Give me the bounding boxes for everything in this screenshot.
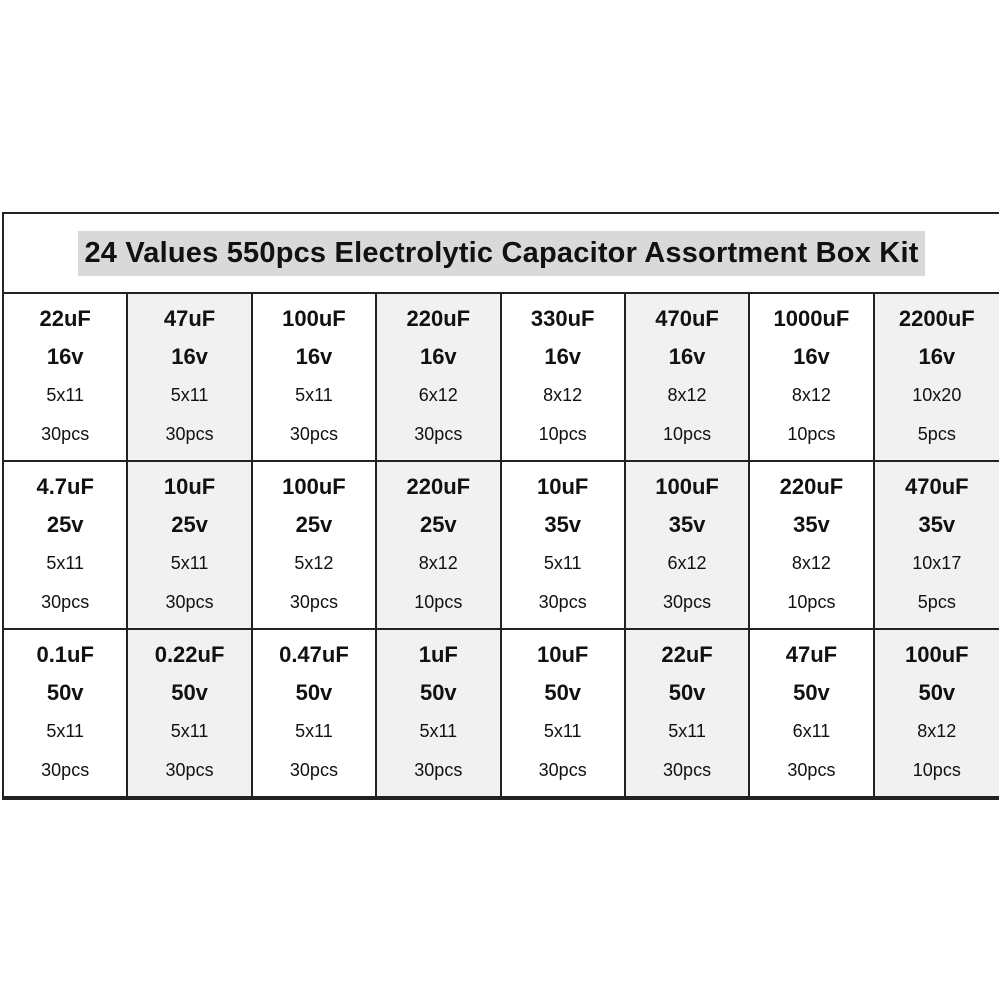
capacitor-cell bbox=[253, 294, 377, 462]
capacitance: 220uF bbox=[406, 306, 471, 331]
capacitance: 0.22uF bbox=[154, 642, 225, 667]
voltage: 16v bbox=[419, 344, 457, 369]
voltage: 25v bbox=[171, 512, 208, 537]
capacitor-cell bbox=[875, 630, 999, 798]
capacitance: 47uF bbox=[785, 642, 838, 667]
quantity: 10pcs bbox=[787, 592, 836, 612]
capacitance: 330uF bbox=[530, 306, 595, 331]
dimensions: 6x12 bbox=[418, 385, 458, 405]
voltage: 50v bbox=[295, 680, 333, 705]
quantity: 30pcs bbox=[663, 592, 712, 612]
capacitance: 4.7uF bbox=[36, 474, 94, 499]
dimensions: 5x11 bbox=[46, 721, 85, 741]
capacitor-cell bbox=[502, 630, 626, 798]
quantity: 30pcs bbox=[41, 760, 90, 780]
capacitor-cell bbox=[626, 630, 750, 798]
capacitor-cell bbox=[377, 630, 501, 798]
capacitance: 100uF bbox=[282, 474, 346, 499]
capacitor-cell bbox=[253, 630, 377, 798]
dimensions: 5x11 bbox=[295, 721, 333, 741]
voltage: 50v bbox=[419, 680, 457, 705]
capacitor-cell bbox=[502, 462, 626, 630]
capacitance: 1uF bbox=[418, 642, 458, 667]
capacitor-cell bbox=[750, 294, 874, 462]
capacitance: 220uF bbox=[779, 474, 844, 499]
quantity: 5pcs bbox=[917, 424, 956, 444]
quantity: 5pcs bbox=[917, 592, 956, 612]
capacitor-cell bbox=[128, 294, 252, 462]
quantity: 30pcs bbox=[165, 592, 214, 612]
capacitance: 220uF bbox=[406, 474, 471, 499]
quantity: 30pcs bbox=[41, 424, 90, 444]
voltage: 50v bbox=[918, 680, 956, 705]
quantity: 30pcs bbox=[41, 592, 90, 612]
dimensions: 8x12 bbox=[543, 385, 583, 405]
capacitance: 22uF bbox=[39, 306, 91, 331]
quantity: 30pcs bbox=[289, 592, 338, 612]
voltage: 35v bbox=[918, 512, 956, 537]
dimensions: 5x11 bbox=[170, 553, 209, 573]
quantity: 30pcs bbox=[165, 424, 214, 444]
quantity: 10pcs bbox=[912, 760, 961, 780]
capacitor-cell bbox=[626, 462, 750, 630]
table-title: 24 Values 550pcs Electrolytic Capacitor Assortment Box Kit bbox=[78, 231, 924, 276]
voltage: 35v bbox=[668, 512, 706, 537]
capacitor-cell bbox=[377, 294, 501, 462]
capacitance: 470uF bbox=[655, 306, 719, 331]
dimensions: 5x11 bbox=[419, 721, 458, 741]
voltage: 25v bbox=[295, 512, 333, 537]
capacitor-cell bbox=[502, 294, 626, 462]
capacitance: 2200uF bbox=[898, 306, 975, 331]
title-row bbox=[4, 214, 999, 294]
voltage: 25v bbox=[46, 512, 84, 537]
capacitor-cell bbox=[253, 462, 377, 630]
dimensions: 5x11 bbox=[295, 385, 333, 405]
quantity: 30pcs bbox=[289, 424, 338, 444]
voltage: 16v bbox=[918, 344, 956, 369]
quantity: 30pcs bbox=[289, 760, 338, 780]
voltage: 16v bbox=[46, 344, 84, 369]
capacitor-cell bbox=[875, 294, 999, 462]
capacitance: 100uF bbox=[905, 642, 969, 667]
quantity: 30pcs bbox=[538, 592, 587, 612]
dimensions: 5x11 bbox=[46, 385, 85, 405]
voltage: 16v bbox=[668, 344, 706, 369]
capacitor-cell bbox=[626, 294, 750, 462]
capacitance: 22uF bbox=[661, 642, 713, 667]
dimensions: 5x11 bbox=[668, 721, 706, 741]
capacitor-cell bbox=[377, 462, 501, 630]
capacitor-cell bbox=[4, 294, 128, 462]
voltage: 16v bbox=[544, 344, 582, 369]
capacitance: 0.47uF bbox=[279, 642, 349, 667]
capacitance: 0.1uF bbox=[36, 642, 94, 667]
capacitance: 470uF bbox=[905, 474, 969, 499]
dimensions: 8x12 bbox=[791, 553, 831, 573]
voltage: 16v bbox=[295, 344, 333, 369]
quantity: 30pcs bbox=[165, 760, 214, 780]
capacitance: 10uF bbox=[537, 642, 589, 667]
quantity: 10pcs bbox=[787, 424, 836, 444]
voltage: 50v bbox=[668, 680, 706, 705]
voltage: 16v bbox=[793, 344, 830, 369]
quantity: 10pcs bbox=[414, 592, 463, 612]
voltage: 50v bbox=[793, 680, 830, 705]
capacitor-cell bbox=[4, 630, 128, 798]
capacitor-cell bbox=[750, 462, 874, 630]
dimensions: 6x11 bbox=[792, 721, 831, 741]
dimensions: 10x20 bbox=[912, 385, 962, 405]
dimensions: 5x11 bbox=[543, 721, 582, 741]
quantity: 30pcs bbox=[414, 760, 463, 780]
dimensions: 5x11 bbox=[170, 721, 209, 741]
dimensions: 5x11 bbox=[46, 553, 85, 573]
capacitance: 1000uF bbox=[773, 306, 850, 331]
capacitance: 100uF bbox=[655, 474, 719, 499]
capacitor-cell bbox=[750, 630, 874, 798]
quantity: 10pcs bbox=[663, 424, 712, 444]
dimensions: 5x12 bbox=[294, 553, 334, 573]
quantity: 30pcs bbox=[787, 760, 836, 780]
capacitor-grid bbox=[4, 294, 999, 798]
voltage: 35v bbox=[793, 512, 830, 537]
capacitor-cell bbox=[128, 630, 252, 798]
capacitance: 100uF bbox=[282, 306, 346, 331]
capacitance: 10uF bbox=[537, 474, 589, 499]
dimensions: 8x12 bbox=[667, 385, 707, 405]
dimensions: 5x11 bbox=[170, 385, 209, 405]
dimensions: 8x12 bbox=[917, 721, 957, 741]
dimensions: 8x12 bbox=[791, 385, 831, 405]
voltage: 50v bbox=[544, 680, 582, 705]
dimensions: 6x12 bbox=[667, 553, 707, 573]
capacitor-cell bbox=[875, 462, 999, 630]
quantity: 10pcs bbox=[538, 424, 587, 444]
quantity: 30pcs bbox=[538, 760, 587, 780]
capacitance: 10uF bbox=[163, 474, 216, 499]
voltage: 16v bbox=[171, 344, 208, 369]
capacitor-cell bbox=[4, 462, 128, 630]
quantity: 30pcs bbox=[663, 760, 712, 780]
voltage: 50v bbox=[46, 680, 84, 705]
voltage: 25v bbox=[419, 512, 457, 537]
voltage: 50v bbox=[171, 680, 208, 705]
capacitor-table bbox=[2, 212, 999, 800]
voltage: 35v bbox=[544, 512, 582, 537]
dimensions: 8x12 bbox=[418, 553, 458, 573]
dimensions: 5x11 bbox=[543, 553, 582, 573]
quantity: 30pcs bbox=[414, 424, 463, 444]
dimensions: 10x17 bbox=[912, 553, 962, 573]
capacitance: 47uF bbox=[163, 306, 216, 331]
capacitor-cell bbox=[128, 462, 252, 630]
